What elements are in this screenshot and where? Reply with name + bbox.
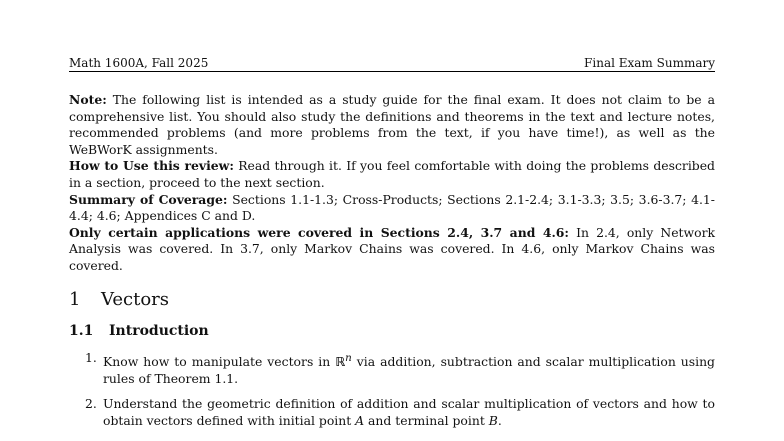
how-to-use-text: Read through it. If you feel comfortable with doing the problems described in a section, proceed to the next section.	[69, 158, 715, 190]
list-item	[85, 350, 715, 387]
dimension-superscript: n	[345, 352, 352, 364]
section-heading	[69, 289, 169, 310]
subsection-number: 1.1	[69, 323, 94, 339]
item-text: and terminal point	[364, 412, 489, 428]
item-number: 2.	[85, 396, 97, 412]
section-title: Vectors	[101, 289, 169, 310]
coverage-label: Summary of Coverage:	[69, 191, 228, 207]
topic-list	[85, 350, 715, 439]
note-text: The following list is intended as a study guide for the final exam. It does not claim to be a comprehensive list. You should also study the definitions and theorems in the text and lecture notes, recommended problems (and more problems from the text, if you have time!), as well as the WeBWorK assignments.	[69, 92, 715, 157]
section-number: 1	[69, 289, 81, 310]
item-text: Understand the geometric definition of addition and scalar multiplication of vectors and how to obtain vectors defined with initial point	[103, 396, 715, 428]
how-to-use-paragraph	[69, 158, 715, 191]
note-paragraph	[69, 92, 715, 158]
item-text: .	[497, 412, 502, 428]
document-title: Final Exam Summary	[584, 56, 715, 70]
subsection-heading	[69, 323, 209, 339]
running-header	[69, 55, 715, 72]
course-title: Math 1600A, Fall 2025	[69, 56, 209, 70]
real-numbers-symbol: ℝ	[335, 354, 346, 370]
point-a: A	[355, 412, 365, 428]
how-to-use-label: How to Use this review:	[69, 158, 234, 174]
intro-block	[69, 92, 715, 275]
subsection-title: Introduction	[109, 323, 209, 339]
coverage-text: Sections 1.1-1.3; Cross-Products; Sections 2.1-2.4; 3.1-3.3; 3.5; 3.6-3.7; 4.1-4.4; 4.6; Appendices C and D.	[69, 191, 715, 224]
point-b: B	[488, 412, 498, 428]
applications-paragraph	[69, 225, 715, 275]
item-text: Know how to manipulate vectors in	[103, 354, 336, 370]
applications-label: Only certain applications were covered in Sections 2.4, 3.7 and 4.6:	[69, 224, 569, 240]
item-number: 1.	[85, 350, 97, 365]
item-text: via addition, subtraction and scalar multiplication using rules of Theorem 1.1.	[103, 354, 715, 386]
applications-text: In 2.4, only Network Analysis was covered. In 3.7, only Markov Chains was covered. In 4.6, only Markov Chains was covered.	[69, 224, 716, 273]
note-label: Note:	[69, 92, 107, 107]
coverage-paragraph	[69, 192, 715, 225]
list-item	[85, 396, 715, 429]
